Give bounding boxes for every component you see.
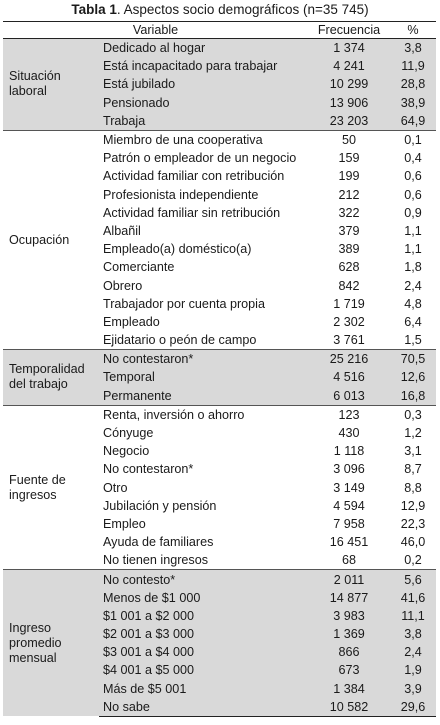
row-label: Negocio [103, 444, 150, 459]
row-frequency: 430 [338, 426, 360, 441]
row-frequency: 2 011 [308, 570, 390, 589]
row-percentage: 0,6 [404, 187, 422, 202]
row-label: Pensionado [99, 94, 308, 112]
row-percentage: 11,1 [390, 607, 436, 625]
row-frequency: 1 719 [333, 296, 365, 311]
row-percentage: 22,3 [400, 516, 426, 531]
row-percentage: 2,4 [404, 278, 422, 293]
table-row [3, 39, 436, 58]
group-label: Fuente de ingresos [3, 405, 99, 570]
row-frequency: 159 [338, 151, 360, 166]
row-frequency: 322 [338, 205, 360, 220]
row-percentage: 11,9 [390, 57, 436, 75]
row-label: Empleo [103, 516, 146, 531]
row-percentage: 0,2 [404, 553, 422, 568]
row-percentage: 12,9 [400, 498, 426, 513]
row-percentage: 0,4 [404, 151, 422, 166]
row-label: $3 001 a $4 000 [99, 643, 308, 661]
row-percentage: 5,6 [390, 570, 436, 589]
group-label: Situación laboral [3, 39, 99, 131]
caption-label: Tabla 1 [71, 2, 117, 17]
row-frequency: 4 594 [333, 498, 365, 513]
row-label: Empleado(a) doméstico(a) [103, 242, 252, 257]
row-frequency: 1 384 [308, 680, 390, 698]
row-percentage: 8,8 [404, 480, 422, 495]
row-percentage: 70,5 [390, 350, 436, 369]
table-row [3, 130, 436, 149]
row-frequency: 1 118 [333, 444, 365, 459]
row-label: Patrón o empleador de un negocio [103, 151, 297, 166]
row-frequency: 673 [308, 661, 390, 679]
row-percentage: 0,1 [390, 130, 436, 149]
header-porcentaje: % [390, 22, 436, 39]
row-percentage: 29,6 [390, 698, 436, 717]
row-label: Actividad familiar sin retribución [103, 205, 281, 220]
row-label: No tienen ingresos [103, 553, 209, 568]
row-label: Cónyuge [103, 426, 154, 441]
row-percentage: 1,1 [404, 242, 422, 257]
row-percentage: 4,8 [404, 296, 422, 311]
row-label: Actividad familiar con retribución [103, 169, 285, 184]
table-row [3, 570, 436, 589]
row-frequency: 842 [338, 278, 360, 293]
row-label: Profesionista independiente [103, 187, 259, 202]
row-label: Jubilación y pensión [103, 498, 217, 513]
row-percentage: 1,2 [404, 426, 422, 441]
row-label: No sabe [99, 698, 308, 717]
row-label: $2 001 a $3 000 [99, 625, 308, 643]
row-frequency: 4 516 [308, 368, 390, 386]
row-label: Obrero [103, 278, 143, 293]
row-label: Ayuda de familiares [103, 535, 214, 550]
row-label: Ejidatario o peón de campo [103, 333, 257, 348]
row-frequency: 50 [308, 130, 390, 149]
row-frequency: 199 [338, 169, 360, 184]
row-label: Permanente [99, 387, 308, 406]
row-percentage: 6,4 [404, 314, 422, 329]
row-label: Está jubilado [99, 75, 308, 93]
row-frequency: 2 302 [333, 314, 365, 329]
row-label: No contestaron* [103, 462, 194, 477]
row-percentage: 1,5 [404, 333, 422, 348]
row-frequency: 866 [308, 643, 390, 661]
row-label: Dedicado al hogar [99, 39, 308, 58]
row-percentage: 3,9 [390, 680, 436, 698]
header-row [3, 22, 436, 39]
row-percentage: 41,6 [390, 589, 436, 607]
row-percentage: 3,8 [390, 625, 436, 643]
row-label: Trabajador por cuenta propia [103, 296, 265, 311]
row-percentage: 46,0 [400, 535, 426, 550]
row-frequency: 16 451 [329, 535, 369, 550]
row-frequency: 4 241 [308, 57, 390, 75]
row-frequency: 212 [338, 187, 360, 202]
row-label: Temporal [99, 368, 308, 386]
row-percentage: 16,8 [390, 387, 436, 406]
row-frequency: 389 [338, 242, 360, 257]
row-frequency: 14 877 [308, 589, 390, 607]
row-percentage: 1,9 [390, 661, 436, 679]
row-frequency: 7 958 [333, 516, 365, 531]
row-percentage: 1,8 [404, 260, 422, 275]
row-label: Miembro de una cooperativa [99, 130, 308, 149]
group-section [3, 405, 436, 570]
row-label: No contestaron* [99, 350, 308, 369]
row-frequency: 3 149 [333, 480, 365, 495]
row-label: $4 001 a $5 000 [99, 661, 308, 679]
group-section [3, 350, 436, 406]
group-label: Ocupación [3, 130, 99, 349]
row-frequency: 1 369 [308, 625, 390, 643]
row-label: Renta, inversión o ahorro [99, 405, 308, 424]
row-frequency: 3 096 [333, 462, 365, 477]
row-frequency: 628 [338, 260, 360, 275]
table-row [3, 405, 436, 424]
row-label: $1 001 a $2 000 [99, 607, 308, 625]
row-label: Comerciante [103, 260, 175, 275]
row-frequency: 123 [308, 405, 390, 424]
group-label: Temporalidad del trabajo [3, 350, 99, 406]
row-frequency: 10 582 [308, 698, 390, 717]
sociodemographic-table [3, 21, 436, 717]
row-frequency: 6 013 [308, 387, 390, 406]
row-percentage: 12,6 [390, 368, 436, 386]
group-section [3, 130, 436, 349]
row-label: Menos de $1 000 [99, 589, 308, 607]
row-frequency: 3 983 [308, 607, 390, 625]
group-section [3, 570, 436, 717]
row-percentage: 8,7 [404, 462, 422, 477]
row-frequency: 3 761 [333, 333, 365, 348]
row-label: Empleado [103, 314, 160, 329]
row-percentage: 3,1 [404, 444, 422, 459]
row-frequency: 68 [341, 553, 356, 568]
row-label: Más de $5 001 [99, 680, 308, 698]
row-percentage: 38,9 [390, 94, 436, 112]
row-frequency: 23 203 [308, 112, 390, 131]
table-row [3, 350, 436, 369]
row-label: Trabaja [99, 112, 308, 131]
row-label: Otro [103, 480, 128, 495]
caption-text: . Aspectos socio demográficos (n=35 745) [116, 2, 369, 17]
row-percentage: 0,3 [390, 405, 436, 424]
group-section [3, 39, 436, 131]
row-percentage: 28,8 [390, 75, 436, 93]
header-variable: Variable [3, 22, 308, 39]
row-label: Está incapacitado para trabajar [99, 57, 308, 75]
group-label: Ingreso promedio mensual [3, 570, 99, 717]
row-frequency: 13 906 [308, 94, 390, 112]
row-percentage: 0,6 [404, 169, 422, 184]
row-label: No contesto* [99, 570, 308, 589]
header-frecuencia: Frecuencia [308, 22, 390, 39]
row-percentage: 2,4 [390, 643, 436, 661]
row-label: Albañil [103, 223, 141, 238]
row-percentage: 0,9 [404, 205, 422, 220]
row-frequency: 1 374 [308, 39, 390, 58]
row-frequency: 10 299 [308, 75, 390, 93]
row-frequency: 379 [338, 223, 360, 238]
row-percentage: 64,9 [390, 112, 436, 131]
row-frequency: 25 216 [308, 350, 390, 369]
row-percentage: 1,1 [404, 223, 422, 238]
row-percentage: 3,8 [390, 39, 436, 58]
table-caption [0, 0, 440, 22]
